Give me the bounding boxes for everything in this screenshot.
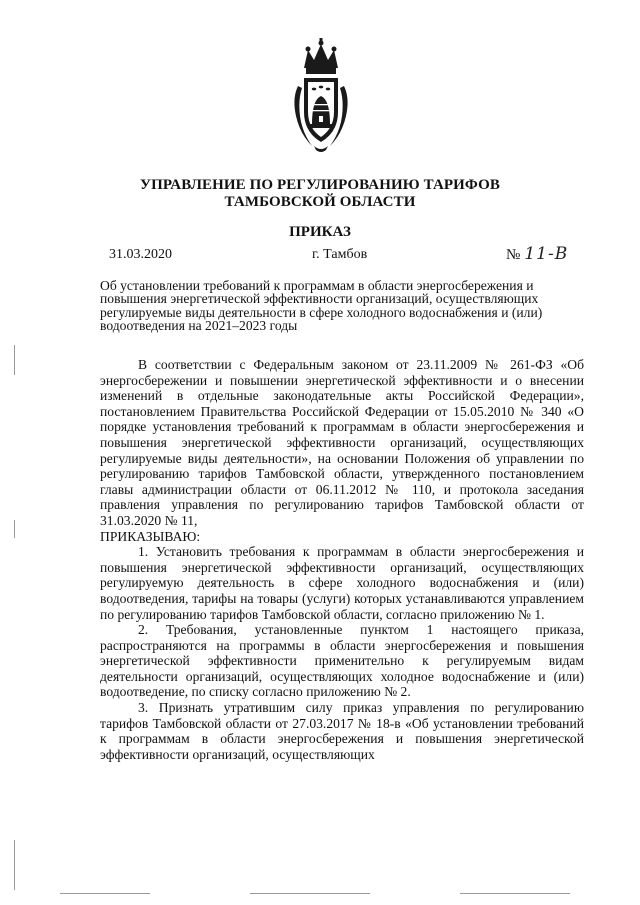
document-number xyxy=(506,246,568,264)
order-item-2: 2. Требования, установленные пунктом 1 настоящего приказа, распространяются на программы в области энергосбережения и повышения энергетической эффективности применительно к регулируемым видам деятельности организаций, осуществляющих холодное водоснабжение и (или) водоотведение, по списку согласно приложению № 2. xyxy=(100,622,584,700)
order-item-1: 1. Установить требования к программам в области энергосбережения и повышения энергетической эффективности организаций, осуществляющих регулируемую деятельность в сфере холодного водоснабжения и (или) водоотведения, тарифы на товары (услуги) которых устанавливаются управлением по регулированию тарифов Тамбовской области, согласно приложению № 1. xyxy=(100,544,584,622)
preamble-paragraph: В соответствии с Федеральным законом от 23.11.2009 № 261-ФЗ «Об энергосбережении и повышении энергетической эффективности и о внесении изменений в отдельные законодательные акты Российской Федерации», постановлением Правительства Российской Федерации от 15.05.2010 № 340 «О порядке установления требований к программам в области энергосбережения и повышения энергетической эффективности организаций, осуществляющих регулируемые виды деятельности», на основании Положения об управлении по регулированию тарифов Тамбовской области, утвержденного постановлением главы администрации области от 06.11.2012 № 110, и протокола заседания правления управления по регулированию тарифов Тамбовской области от 31.03.2020 № 11, xyxy=(100,357,584,528)
organization-name-line2: ТАМБОВСКОЙ ОБЛАСТИ xyxy=(224,194,416,210)
number-prefix: № xyxy=(506,247,521,263)
scan-bottom-mark xyxy=(60,893,150,894)
scan-margin-mark xyxy=(14,345,15,375)
document-body xyxy=(100,357,584,762)
handwritten-number: 11-В xyxy=(524,244,569,264)
scan-margin-mark xyxy=(14,840,15,890)
document-city: г. Тамбов xyxy=(312,247,368,262)
scan-margin-mark xyxy=(14,520,15,538)
scan-bottom-mark xyxy=(250,893,370,894)
scan-bottom-mark xyxy=(460,893,570,894)
order-item-3: 3. Признать утратившим силу приказ управления по регулированию тарифов Тамбовской области от 27.03.2017 № 18-в «Об установлении требований к программам в области энергосбережения и повышения энергетической эффективности организаций, осуществляющих xyxy=(100,700,584,762)
tambov-coat-of-arms-icon xyxy=(290,38,352,156)
document-subject: Об установлении требований к программам в области энергосбережения и повышения энергетической эффективности организаций, осуществляющих регулируемые виды деятельности в сфере холодного водоснабжения и (или) водоотведения на 2021–2023 годы xyxy=(100,278,543,334)
order-word: ПРИКАЗЫВАЮ: xyxy=(100,528,201,544)
organization-name-line1: УПРАВЛЕНИЕ ПО РЕГУЛИРОВАНИЮ ТАРИФОВ xyxy=(140,177,500,193)
document-date: 31.03.2020 xyxy=(109,247,172,262)
document-type-title: ПРИКАЗ xyxy=(289,224,351,240)
